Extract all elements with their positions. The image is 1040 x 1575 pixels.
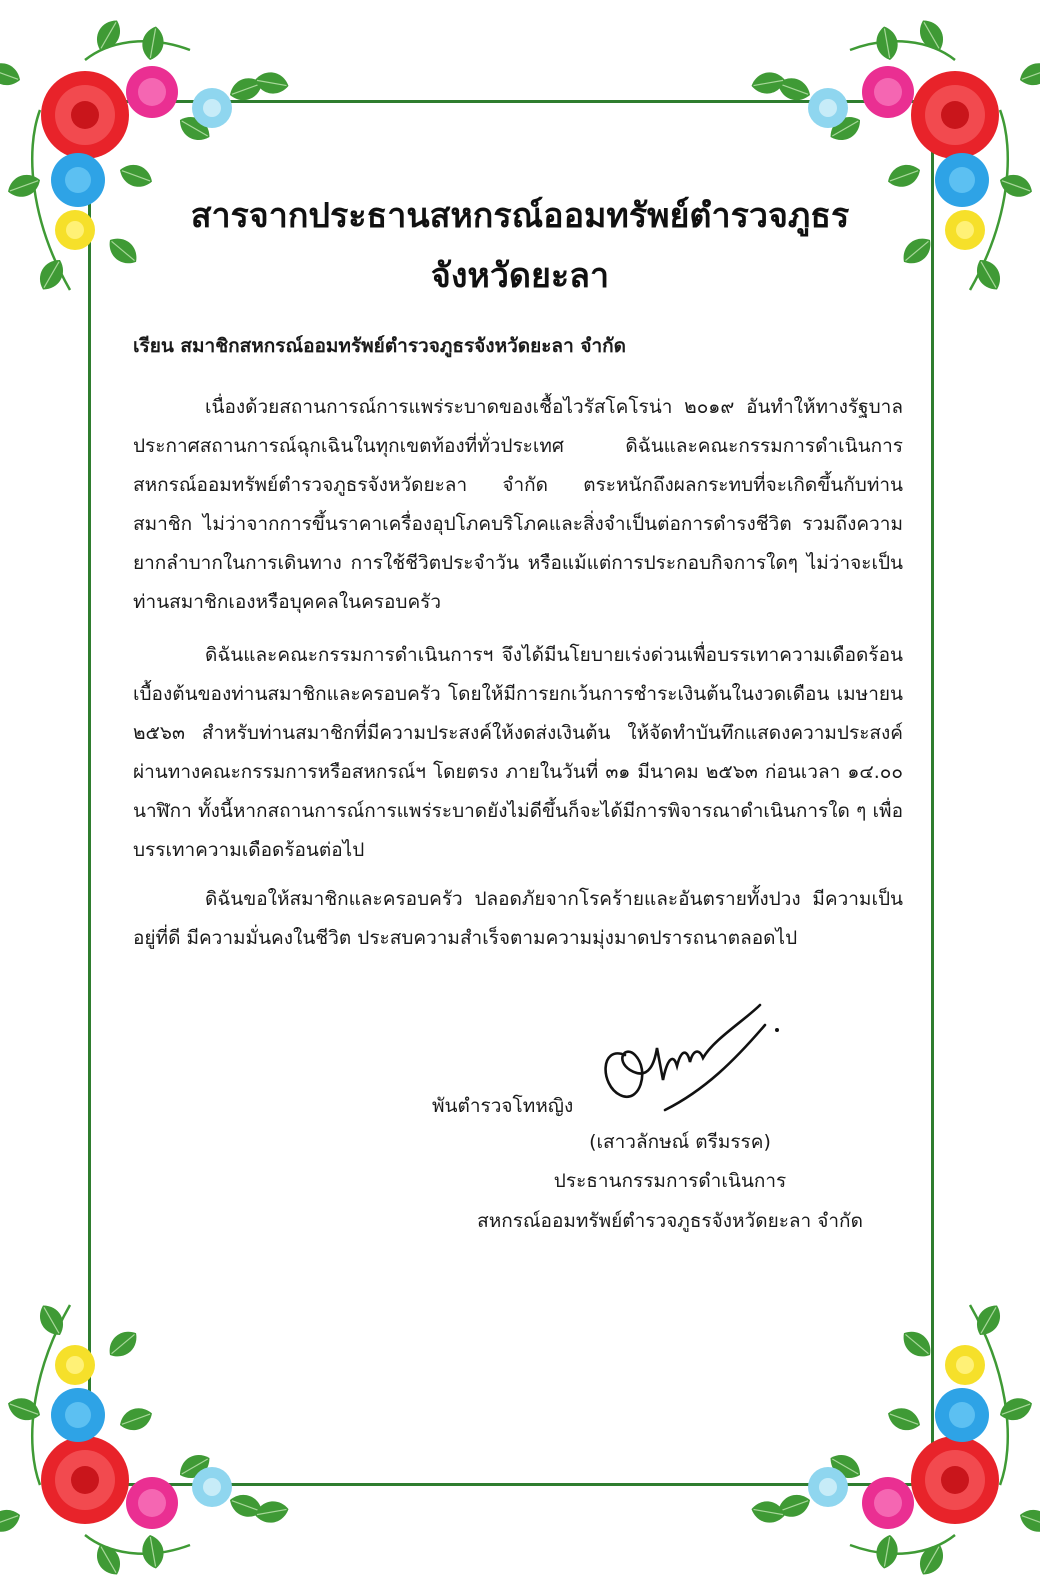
salutation: เรียน สมาชิกสหกรณ์ออมทรัพย์ตำรวจภูธรจังหวัดยะลา จำกัด (133, 335, 627, 357)
signer-position: ประธานกรรมการดำเนินการ (553, 1170, 787, 1192)
signer-name: (เสาวลักษณ์ ตรีมรรค) (589, 1131, 771, 1153)
body-paragraph-2: ดิฉันและคณะกรรมการดำเนินการฯ จึงได้มีนโยบายเร่งด่วนเพื่อบรรเทาความเดือดร้อนเบื้องต้นของท่านสมาชิกและครอบครัว โดยให้มีการยกเว้นการชำระเงินต้นในงวดเดือน เมษายน ๒๕๖๓ สำหรับท่านสมาชิกที่มีความประสงค์ให้งดส่งเงินต้น ให้จัดทำบันทึกแสดงความประสงค์ ผ่านทางคณะกรรมการหรือสหกรณ์ฯ โดยตรง ภายในวันที่ ๓๑ มีนาคม ๒๕๖๓ ก่อนเวลา ๑๔.๐๐ นาฬิกา ทั้งนี้หากสถานการณ์การแพร่ระบาดยังไม่ดีขึ้นก็จะได้มีการพิจารณาดำเนินการใด ๆ เพื่อบรรเทาความเดือดร้อนต่อไป (133, 644, 903, 861)
body-paragraph-3: ดิฉันขอให้สมาชิกและครอบครัว ปลอดภัยจากโรคร้ายและอันตรายทั้งปวง มีความเป็นอยู่ที่ดี มีความมั่นคงในชีวิต ประสบความสำเร็จตามความมุ่งมาดปรารถนาตลอดไป (133, 888, 903, 949)
handwritten-signature (595, 1000, 795, 1120)
body-paragraph-1: เนื่องด้วยสถานการณ์การแพร่ระบาดของเชื้อไวรัสโคโรน่า ๒๐๑๙ อันทำให้ทางรัฐบาลประกาศสถานการณ์ฉุกเฉินในทุกเขตท้องที่ทั่วประเทศ ดิฉันและคณะกรรมการดำเนินการสหกรณ์ออมทรัพย์ตำรวจภูธรจังหวัดยะลา จำกัด ตระหนักถึงผลกระทบที่จะเกิดขึ้นกับท่านสมาชิก ไม่ว่าจากการขึ้นราคาเครื่องอุปโภคบริโภคและสิ่งจำเป็นต่อการดำรงชีวิต รวมถึงความยากลำบากในการเดินทาง การใช้ชีวิตประจำวัน หรือแม้แต่การประกอบกิจการใดๆ ไม่ว่าจะเป็นท่านสมาชิกเองหรือบุคคลในครอบครัว (133, 396, 903, 613)
document-title-line-1: สารจากประธานสหกรณ์ออมทรัพย์ตำรวจภูธร (190, 196, 850, 236)
signer-organization: สหกรณ์ออมทรัพย์ตำรวจภูธรจังหวัดยะลา จำกัด (477, 1210, 863, 1232)
flower-decoration-bottom-left (0, 1275, 300, 1575)
signer-rank: พันตำรวจโทหญิง (432, 1095, 574, 1117)
document-title-line-2: จังหวัดยะลา (430, 256, 610, 296)
flower-decoration-bottom-right (740, 1275, 1040, 1575)
